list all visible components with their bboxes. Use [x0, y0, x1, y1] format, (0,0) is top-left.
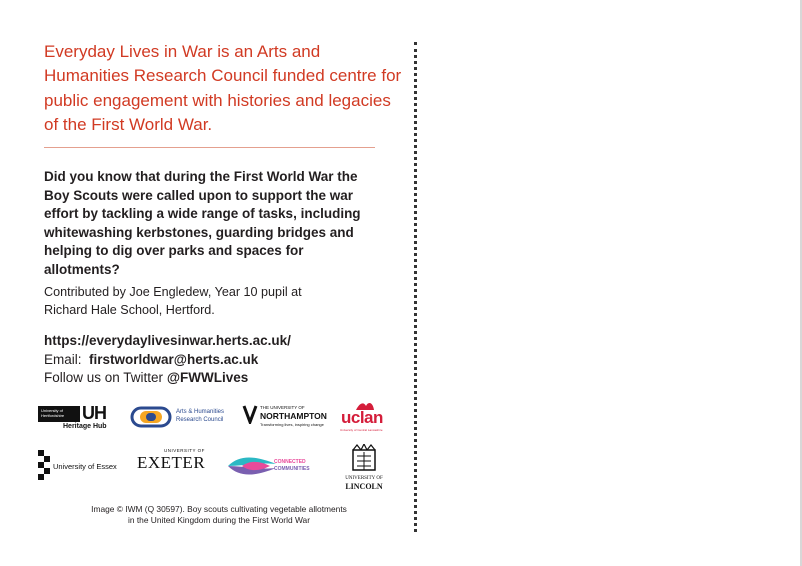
contact-block	[44, 332, 291, 388]
lincoln-line-2: LINCOLN	[345, 482, 383, 491]
email-line	[44, 351, 291, 370]
northampton-name: NORTHAMPTON	[260, 411, 327, 421]
exeter-name: EXETER	[137, 453, 206, 472]
credit-line-2: Richard Hale School, Hertford.	[44, 302, 215, 317]
herts-subtitle: Heritage Hub	[63, 423, 107, 430]
logo-uclan	[340, 400, 392, 434]
website-link[interactable]: https://everydaylivesinwar.herts.ac.uk/	[44, 333, 291, 348]
herts-small-1: University of	[41, 408, 64, 413]
logo-herts-heritage-hub	[38, 405, 116, 435]
uclan-subtitle: University of Central Lancashire	[340, 428, 383, 432]
northampton-small: THE UNIVERSITY OF	[260, 405, 305, 410]
fact-text: Did you know that during the First World War the Boy Scouts were called upon to support the war effort by tackling a wide range of tasks, including whitewashing kerbstones, guarding bridges and helping to dig over parks and spaces for allotments?	[44, 169, 361, 277]
uclan-name: uclan	[341, 408, 383, 427]
twitter-line	[44, 369, 291, 388]
credit-line-1: Contributed by Joe Engledew, Year 10 pupil at	[44, 285, 302, 299]
northampton-crest-icon	[242, 404, 258, 424]
email-link[interactable]: firstworldwar@herts.ac.uk	[89, 351, 259, 367]
logo-ahrc	[130, 404, 230, 430]
logo-connected-communities	[226, 452, 322, 480]
ahrc-line-1: Arts & Humanities	[176, 409, 225, 415]
twitter-label: Follow us on Twitter	[44, 370, 164, 385]
essex-mark-icon	[38, 450, 52, 480]
logo-lincoln	[338, 444, 390, 494]
address-divider	[414, 42, 417, 532]
connected-line-2: COMMUNITIES	[274, 465, 310, 472]
caption-line-1: Image © IWM (Q 30597). Boy scouts cultivating vegetable allotments	[91, 504, 347, 514]
logo-essex	[38, 450, 128, 482]
connected-line-1: CONNECTED	[274, 459, 306, 465]
ahrc-line-2: Research Council	[176, 416, 224, 423]
caption-line-2: in the United Kingdom during the First World War	[127, 515, 310, 525]
connected-swoosh-icon	[226, 452, 278, 480]
essex-name: University of Essex	[53, 462, 117, 471]
image-caption	[60, 504, 378, 526]
twitter-link[interactable]: @FWWLives	[166, 370, 249, 385]
lincoln-line-1: UNIVERSITY OF	[345, 476, 383, 481]
email-label: Email:	[44, 351, 82, 367]
herts-uh-mark: UH	[82, 403, 106, 423]
credit-text	[44, 284, 374, 319]
exeter-small: UNIVERSITY OF	[164, 448, 205, 453]
herts-small-2: Hertfordshire	[41, 413, 65, 418]
section-rule	[44, 147, 375, 148]
logo-northampton	[242, 404, 332, 432]
logo-exeter	[134, 448, 210, 478]
ahrc-mark-icon	[130, 405, 174, 429]
intro-text: Everyday Lives in War is an Arts and Humanities Research Council funded centre for public engagement with histories and legacies of the First World War.	[44, 42, 402, 134]
lincoln-crest-icon	[349, 444, 379, 474]
northampton-tagline: Transforming lives, inspiring change	[260, 422, 324, 427]
